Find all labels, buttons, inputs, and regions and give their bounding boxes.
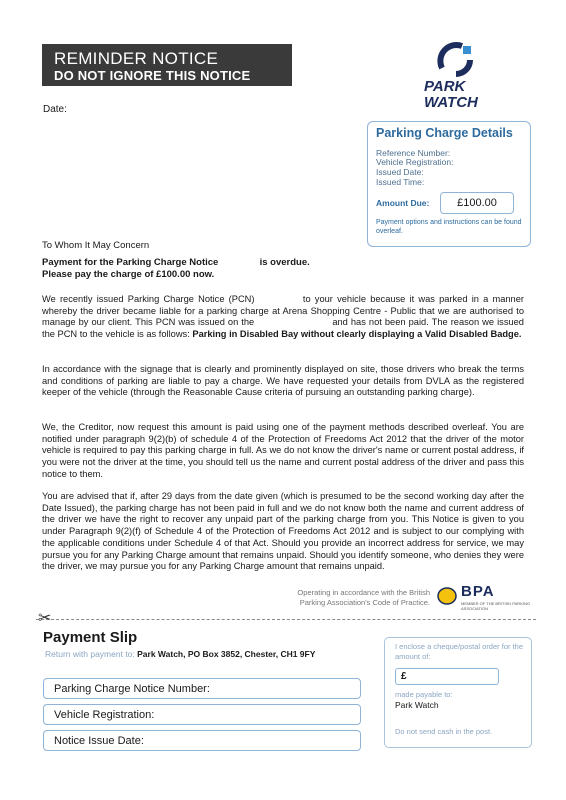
no-cash-note: Do not send cash in the post.: [395, 727, 493, 736]
paragraph-4: You are advised that if, after 29 days from the date given (which is presumed to be the second working day after the Date Issued), the parking charge has not been paid in full and we do not know both the name and current address of the driver we have the right to recover any unpaid part of the parking charge from you. This Notice is given to you under Paragraph 9(2)(f) of Schedule 4 of the Protection of Freedoms Act 2012 and is subject to our complying with the applicable conditions under Schedule 4 of that Act. Should you provide an incorrect address for service, we may pursue you for any Parking Charge amount that remains unpaid. Should you identify someone, who denies they were the driver, we may pursue you for any Parking Charge amount that remains unpaid.: [42, 491, 524, 572]
p1-text-b: to your vehicle because it was parked in a manner whereby the driver became liable for a parking charge at Arena Shopping Centre - Public that we are authorised to manage by our client. This PCN was issued on the: [42, 294, 524, 328]
notice-issue-date-field: Notice Issue Date:: [43, 730, 361, 751]
payment-options-note: Payment options and instructions can be found overleaf.: [376, 219, 522, 235]
payable-label: made payable to:: [395, 690, 453, 699]
p1-text-c: and has not been paid. The reason we issued the PCN to the vehicle is as follows:: [42, 317, 524, 340]
p1-text-a: We recently issued Parking Charge Notice (PCN): [42, 294, 255, 304]
vehicle-registration-field: Vehicle Registration:: [43, 704, 361, 725]
bpa-statement: Operating in accordance with the British Parking Association's Code of Practice.: [297, 588, 430, 607]
amount-due-value: £100.00: [440, 192, 514, 214]
return-address: [45, 649, 315, 659]
bpa-logo-text: BPA: [461, 583, 495, 600]
cheque-amount-field: £: [395, 668, 499, 685]
overdue-notice: [42, 257, 342, 281]
amount-due-label: Amount Due:: [376, 198, 430, 208]
overdue-text-b: is overdue.: [259, 257, 310, 268]
date-label: Date:: [43, 104, 67, 115]
paragraph-3: We, the Creditor, now request this amount is paid using one of the payment methods described overleaf. You are notified under paragraph 9(2)(b) of schedule 4 of the Protection of Freedoms Act 2012 that the driver of the motor vehicle is required to pay this parking charge in full. As we do not know the driver's name or current postal address, if you were not the driver at the time, you should tell us the name and current postal address of the driver and pass this notice to them.: [42, 422, 524, 479]
cheque-text: I enclose a cheque/postal order for the amount of:: [395, 642, 523, 661]
approved-operator-icon: [437, 587, 457, 605]
payable-to: Park Watch: [395, 700, 439, 710]
details-title: Parking Charge Details: [376, 126, 513, 140]
vehicle-registration-label: Vehicle Registration:: [376, 157, 454, 167]
pcn-number-field: Parking Charge Notice Number:: [43, 678, 361, 699]
parkwatch-logo-icon: [436, 40, 476, 80]
parkwatch-logo: [424, 40, 524, 110]
logo-text-watch: WATCH: [424, 94, 478, 111]
issued-time-label: Issued Time:: [376, 177, 425, 187]
address-area: [76, 150, 261, 220]
overdue-text-a: Payment for the Parking Charge Notice: [42, 257, 219, 268]
greeting: To Whom It May Concern: [42, 240, 150, 251]
issued-date-label: Issued Date:: [376, 167, 424, 177]
reference-number-label: Reference Number:: [376, 148, 451, 158]
p1-text-d: Parking in Disabled Bay without clearly displaying a Valid Disabled Badge.: [192, 329, 522, 340]
cheque-box: [384, 637, 532, 748]
banner-title: REMINDER NOTICE: [54, 49, 219, 68]
logo-text-park: PARK: [424, 78, 466, 95]
payment-slip-title: Payment Slip: [43, 629, 138, 646]
reminder-banner: [42, 44, 292, 86]
banner-subtitle: DO NOT IGNORE THIS NOTICE: [54, 68, 251, 83]
bpa-member-text: MEMBER OF THE BRITISH PARKING ASSOCIATION: [461, 601, 530, 611]
overdue-text-c: Please pay the charge of £100.00 now.: [42, 269, 215, 280]
return-label: Return with payment to:: [45, 649, 135, 659]
bpa-logo: [437, 583, 532, 613]
paragraph-2: In accordance with the signage that is clearly and prominently displayed on site, those drivers who break the terms and conditions of parking are liable to pay a charge. We have requested your details from DVLA as the registered keeper of the vehicle (through the Reasonable Cause criteria of pursuing an outstanding parking charge).: [42, 364, 524, 398]
return-address-text: Park Watch, PO Box 3852, Chester, CH1 9FY: [137, 649, 316, 659]
parking-charge-details-box: [367, 121, 531, 247]
cut-line: [36, 619, 536, 620]
paragraph-1: [42, 294, 524, 341]
scissors-icon: ✂: [38, 610, 52, 627]
